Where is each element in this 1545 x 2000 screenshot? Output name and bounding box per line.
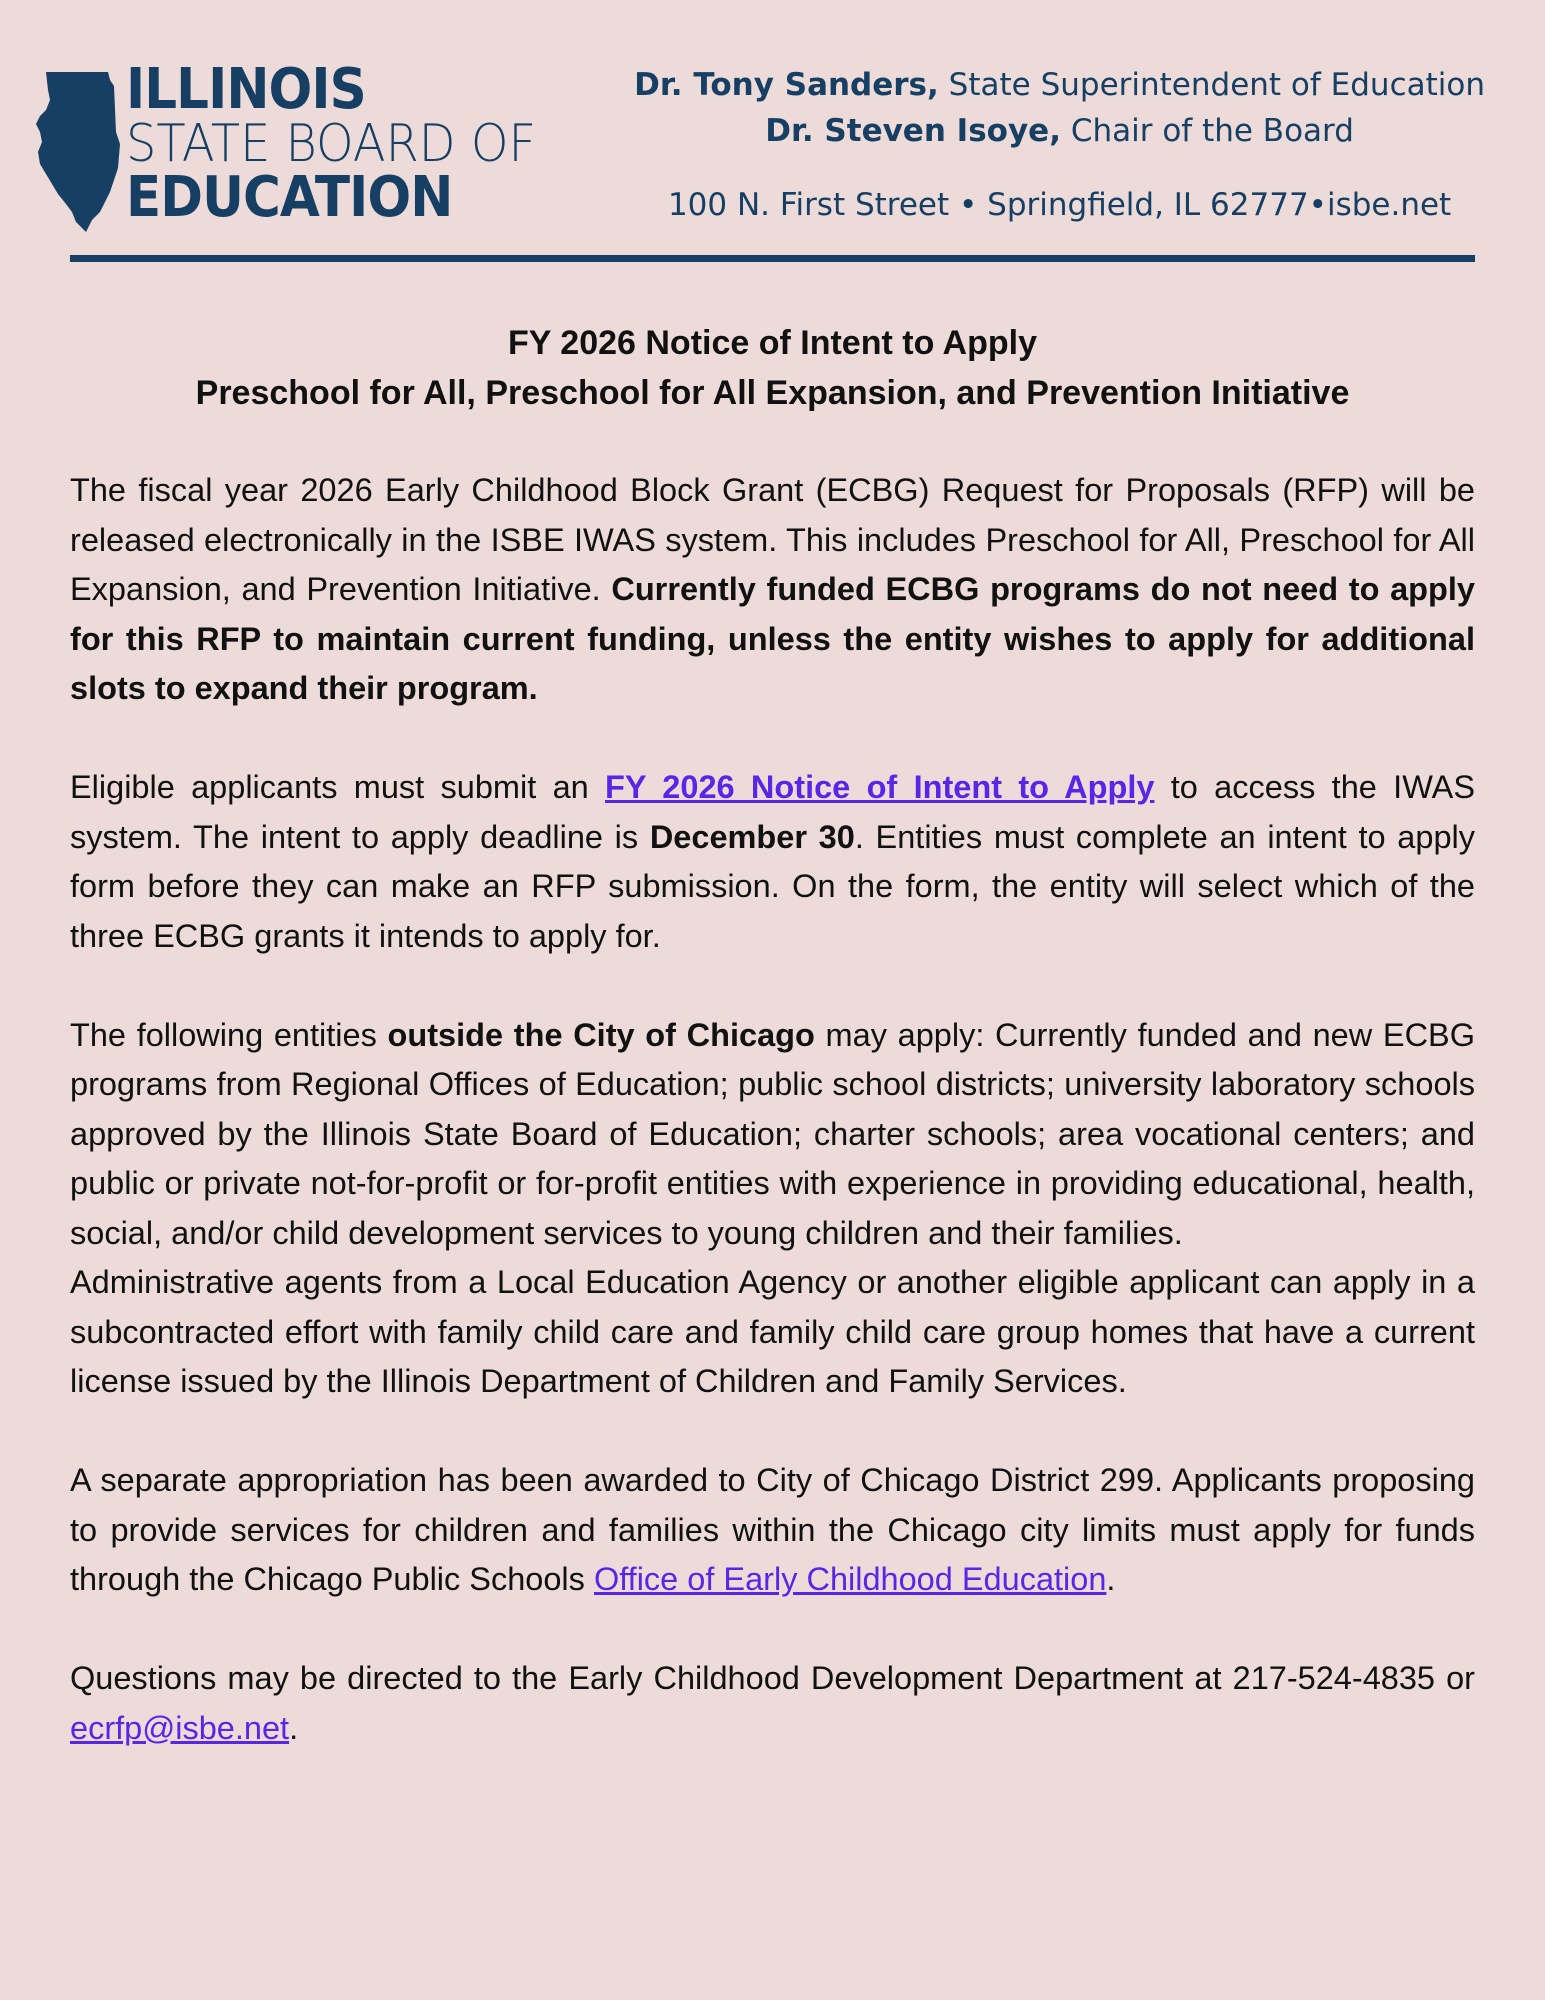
- paragraph-1-bold: Currently funded ECBG programs do not need to apply for this RFP to maintain current funding, unless the entity wishes to apply for additional slots to expand their program.: [70, 571, 1475, 706]
- paragraph-5-before-link: A separate appropriation has been awarded to City of Chicago District 299. Applicants proposing to provide services for children and families within the Chicago city limits must apply for funds through the Chicago Public Schools: [70, 1462, 1475, 1597]
- logo-line-state-board: STATE BOARD OF: [126, 114, 537, 174]
- paragraph-intent-to-apply: [70, 763, 1475, 961]
- office-early-childhood-link[interactable]: Office of Early Childhood Education: [593, 1561, 1107, 1597]
- superintendent-title: State Superintendent of Education: [948, 67, 1485, 103]
- logo-line-illinois: ILLINOIS: [126, 57, 366, 122]
- logo-line-education: EDUCATION: [126, 165, 453, 230]
- superintendent-line: [634, 62, 1485, 108]
- paragraph-3-before-bold: The following entities: [70, 1016, 388, 1053]
- chair-title: Chair of the Board: [1070, 113, 1354, 149]
- paragraph-2-before-link: Eligible applicants must submit an: [70, 769, 606, 805]
- chair-line: [634, 108, 1485, 154]
- contact-block: [634, 62, 1485, 228]
- title-line-2: Preschool for All, Preschool for All Expansion, and Prevention Initiative: [195, 374, 1350, 412]
- notice-of-intent-link[interactable]: FY 2026 Notice of Intent to Apply: [605, 769, 1155, 805]
- title-line-1: FY 2026 Notice of Intent to Apply: [508, 324, 1037, 362]
- paragraph-3-bold: outside the City of Chicago: [387, 1016, 815, 1053]
- paragraph-3-rest: may apply: Currently funded and new ECBG programs from Regional Offices of Education; public school districts; university laboratory schools approved by the Illinois State Board of Education; charter schools; area vocational centers; and public or private not-for-profit or for-profit entities with experience in providing educational, health, social, and/or child development services to young children and their families.: [70, 1016, 1475, 1251]
- paragraph-questions: [70, 1654, 1475, 1753]
- paragraph-5-after-link: .: [1106, 1561, 1116, 1597]
- paragraph-rfp-release: [70, 466, 1475, 714]
- superintendent-name: Dr. Tony Sanders,: [634, 67, 939, 103]
- paragraph-eligible-entities: [70, 1011, 1475, 1259]
- body-content: [70, 466, 1475, 1753]
- isbe-logo: [36, 57, 596, 232]
- deadline-date: December 30: [649, 818, 855, 855]
- paragraph-6-after-link: .: [289, 1709, 299, 1746]
- header-divider: [70, 255, 1475, 262]
- illinois-map-icon: [36, 72, 124, 232]
- paragraph-4-text: Administrative agents from a Local Education Agency or another eligible applicant can apply in a subcontracted effort with family child care and family child care group homes that have a current license issued by the Illinois Department of Children and Family Services.: [70, 1264, 1475, 1399]
- paragraph-chicago: [70, 1456, 1475, 1605]
- page-title: [70, 318, 1475, 418]
- logo-wordmark: [126, 57, 572, 230]
- email-link[interactable]: ecrfp@isbe.net: [70, 1709, 290, 1746]
- paragraph-2-rest: . Entities must complete an intent to apply form before they can make an RFP submission. On the form, the entity will select which of the three ECBG grants it intends to apply for.: [70, 818, 1475, 954]
- paragraph-2-after-link: to access the IWAS system. The intent to apply deadline is: [70, 769, 1476, 855]
- paragraph-6-before-link: Questions may be directed to the Early Childhood Development Department at 217-524-4835 or: [70, 1660, 1475, 1696]
- address-line: 100 N. First Street • Springfield, IL 62777•isbe.net: [667, 187, 1452, 223]
- chair-name: Dr. Steven Isoye,: [765, 113, 1061, 149]
- paragraph-1-text: The fiscal year 2026 Early Childhood Block Grant (ECBG) Request for Proposals (RFP) will be released electronically in the ISBE IWAS system. This includes Preschool for All, Preschool for All Expansion, and Prevention Initiative.: [70, 472, 1475, 607]
- paragraph-administrative-agents: [70, 1258, 1475, 1407]
- letterhead: [0, 0, 1545, 270]
